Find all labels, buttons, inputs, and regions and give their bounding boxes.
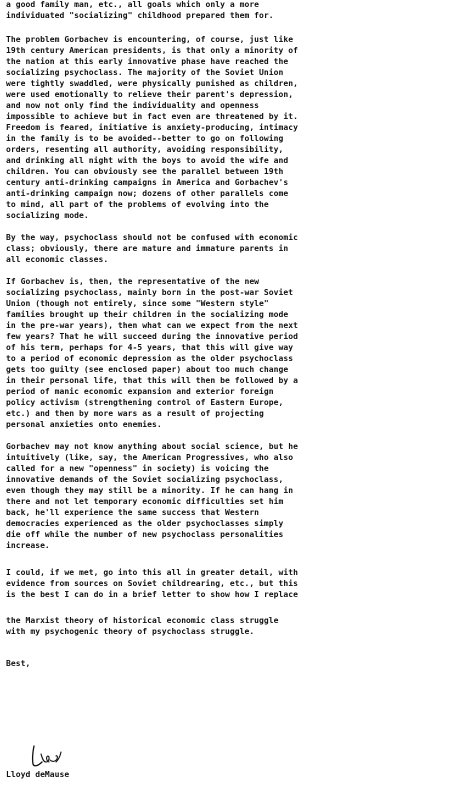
text-line: there and not let temporary economic difficulties set him xyxy=(6,497,284,506)
text-line: were used emotionally to relieve their parent's depression, xyxy=(6,90,294,99)
text-line: Union (though not entirely, since some "Western style" xyxy=(6,299,269,308)
text-line: evidence from sources on Soviet childrearing, etc., but this xyxy=(6,579,298,588)
closing: Best, xyxy=(6,659,31,668)
text-line: policy activism (strengthening control of Eastern Europe, xyxy=(6,398,284,407)
text-line: die off while the number of new psychoclass personalities xyxy=(6,530,284,539)
text-line: of his term, perhaps for 4-5 years, that this will give way xyxy=(6,343,294,352)
handwritten-signature xyxy=(30,744,64,770)
text-line: in their personal life, that this will then be followed by a xyxy=(6,376,298,385)
text-line: personal anxieties onto enemies. xyxy=(6,420,162,429)
text-line: with my psychogenic theory of psychoclass struggle. xyxy=(6,627,255,636)
text-line: anti-drinking campaign now; dozens of other parallels come xyxy=(6,189,289,198)
text-line: I could, if we met, go into this all in greater detail, with xyxy=(6,568,298,577)
text-line: in the family is to be avoided--better to go on following xyxy=(6,134,284,143)
text-line: socializing psychoclass. The majority of the Soviet Union xyxy=(6,68,284,77)
text-line: gets too guilty (see enclosed paper) about too much change xyxy=(6,365,289,374)
text-line: period of manic economic expansion and exterior foreign xyxy=(6,387,274,396)
text-line: and drinking all night with the boys to avoid the wife and xyxy=(6,156,289,165)
text-line: intuitively (like, say, the American Progressives, who also xyxy=(6,453,294,462)
text-line: families brought up their children in the socializing mode xyxy=(6,310,289,319)
text-line: innovative demands of the Soviet socializing psychoclass, xyxy=(6,475,284,484)
signature-name: Lloyd deMause xyxy=(6,770,70,779)
text-line: all economic classes. xyxy=(6,255,109,264)
text-line: democracies experienced as the older psychoclasses simply xyxy=(6,519,284,528)
text-line: impossible to achieve but in fact even are threatened by it. xyxy=(6,112,298,121)
text-line: few years? That he will succeed during the innovative period xyxy=(6,332,298,341)
text-line: called for a new "openness" in society) is voicing the xyxy=(6,464,269,473)
text-line: and now not only find the individuality and openness xyxy=(6,101,260,110)
text-line: class; obviously, there are mature and immature parents in xyxy=(6,244,289,253)
text-line: the Marxist theory of historical economic class struggle xyxy=(6,616,279,625)
text-line: children. You can obviously see the parallel between 19th xyxy=(6,167,284,176)
text-line: socializing psychoclass, mainly born in the post-war Soviet xyxy=(6,288,294,297)
text-line: socializing mode. xyxy=(6,211,89,220)
text-line: etc.) and then by more wars as a result of projecting xyxy=(6,409,264,418)
text-line: even though they may still be a minority. If he can hang in xyxy=(6,486,294,495)
text-line: If Gorbachev is, then, the representative of the new xyxy=(6,277,260,286)
text-line: in the pre-war years), then what can we expect from the next xyxy=(6,321,298,330)
text-line: were tightly swaddled, were physically punished as children, xyxy=(6,79,298,88)
text-line: to mind, all part of the problems of evolving into the xyxy=(6,200,269,209)
text-line: orders, resenting all authority, avoiding responsibility, xyxy=(6,145,284,154)
text-line: increase. xyxy=(6,541,50,550)
text-line: century anti-drinking campaigns in America and Gorbachev's xyxy=(6,178,289,187)
text-line: the nation at this early innovative phase have reached the xyxy=(6,57,289,66)
text-line: back, he'll experience the same success that Western xyxy=(6,508,260,517)
text-line: 19th century American presidents, is that only a minority of xyxy=(6,46,298,55)
text-line: is the best I can do in a brief letter to show how I replace xyxy=(6,590,298,599)
text-line: The problem Gorbachev is encountering, of course, just like xyxy=(6,35,294,44)
text-line: Freedom is feared, initiative is anxiety-producing, intimacy xyxy=(6,123,298,132)
text-line: By the way, psychoclass should not be confused with economic xyxy=(6,233,298,242)
text-line: individuated "socializing" childhood prepared them for. xyxy=(6,11,274,20)
text-line: to a period of economic depression as the older psychoclass xyxy=(6,354,294,363)
text-line: a good family man, etc., all goals which only a more xyxy=(6,0,260,9)
text-line: Gorbachev may not know anything about social science, but he xyxy=(6,442,298,451)
